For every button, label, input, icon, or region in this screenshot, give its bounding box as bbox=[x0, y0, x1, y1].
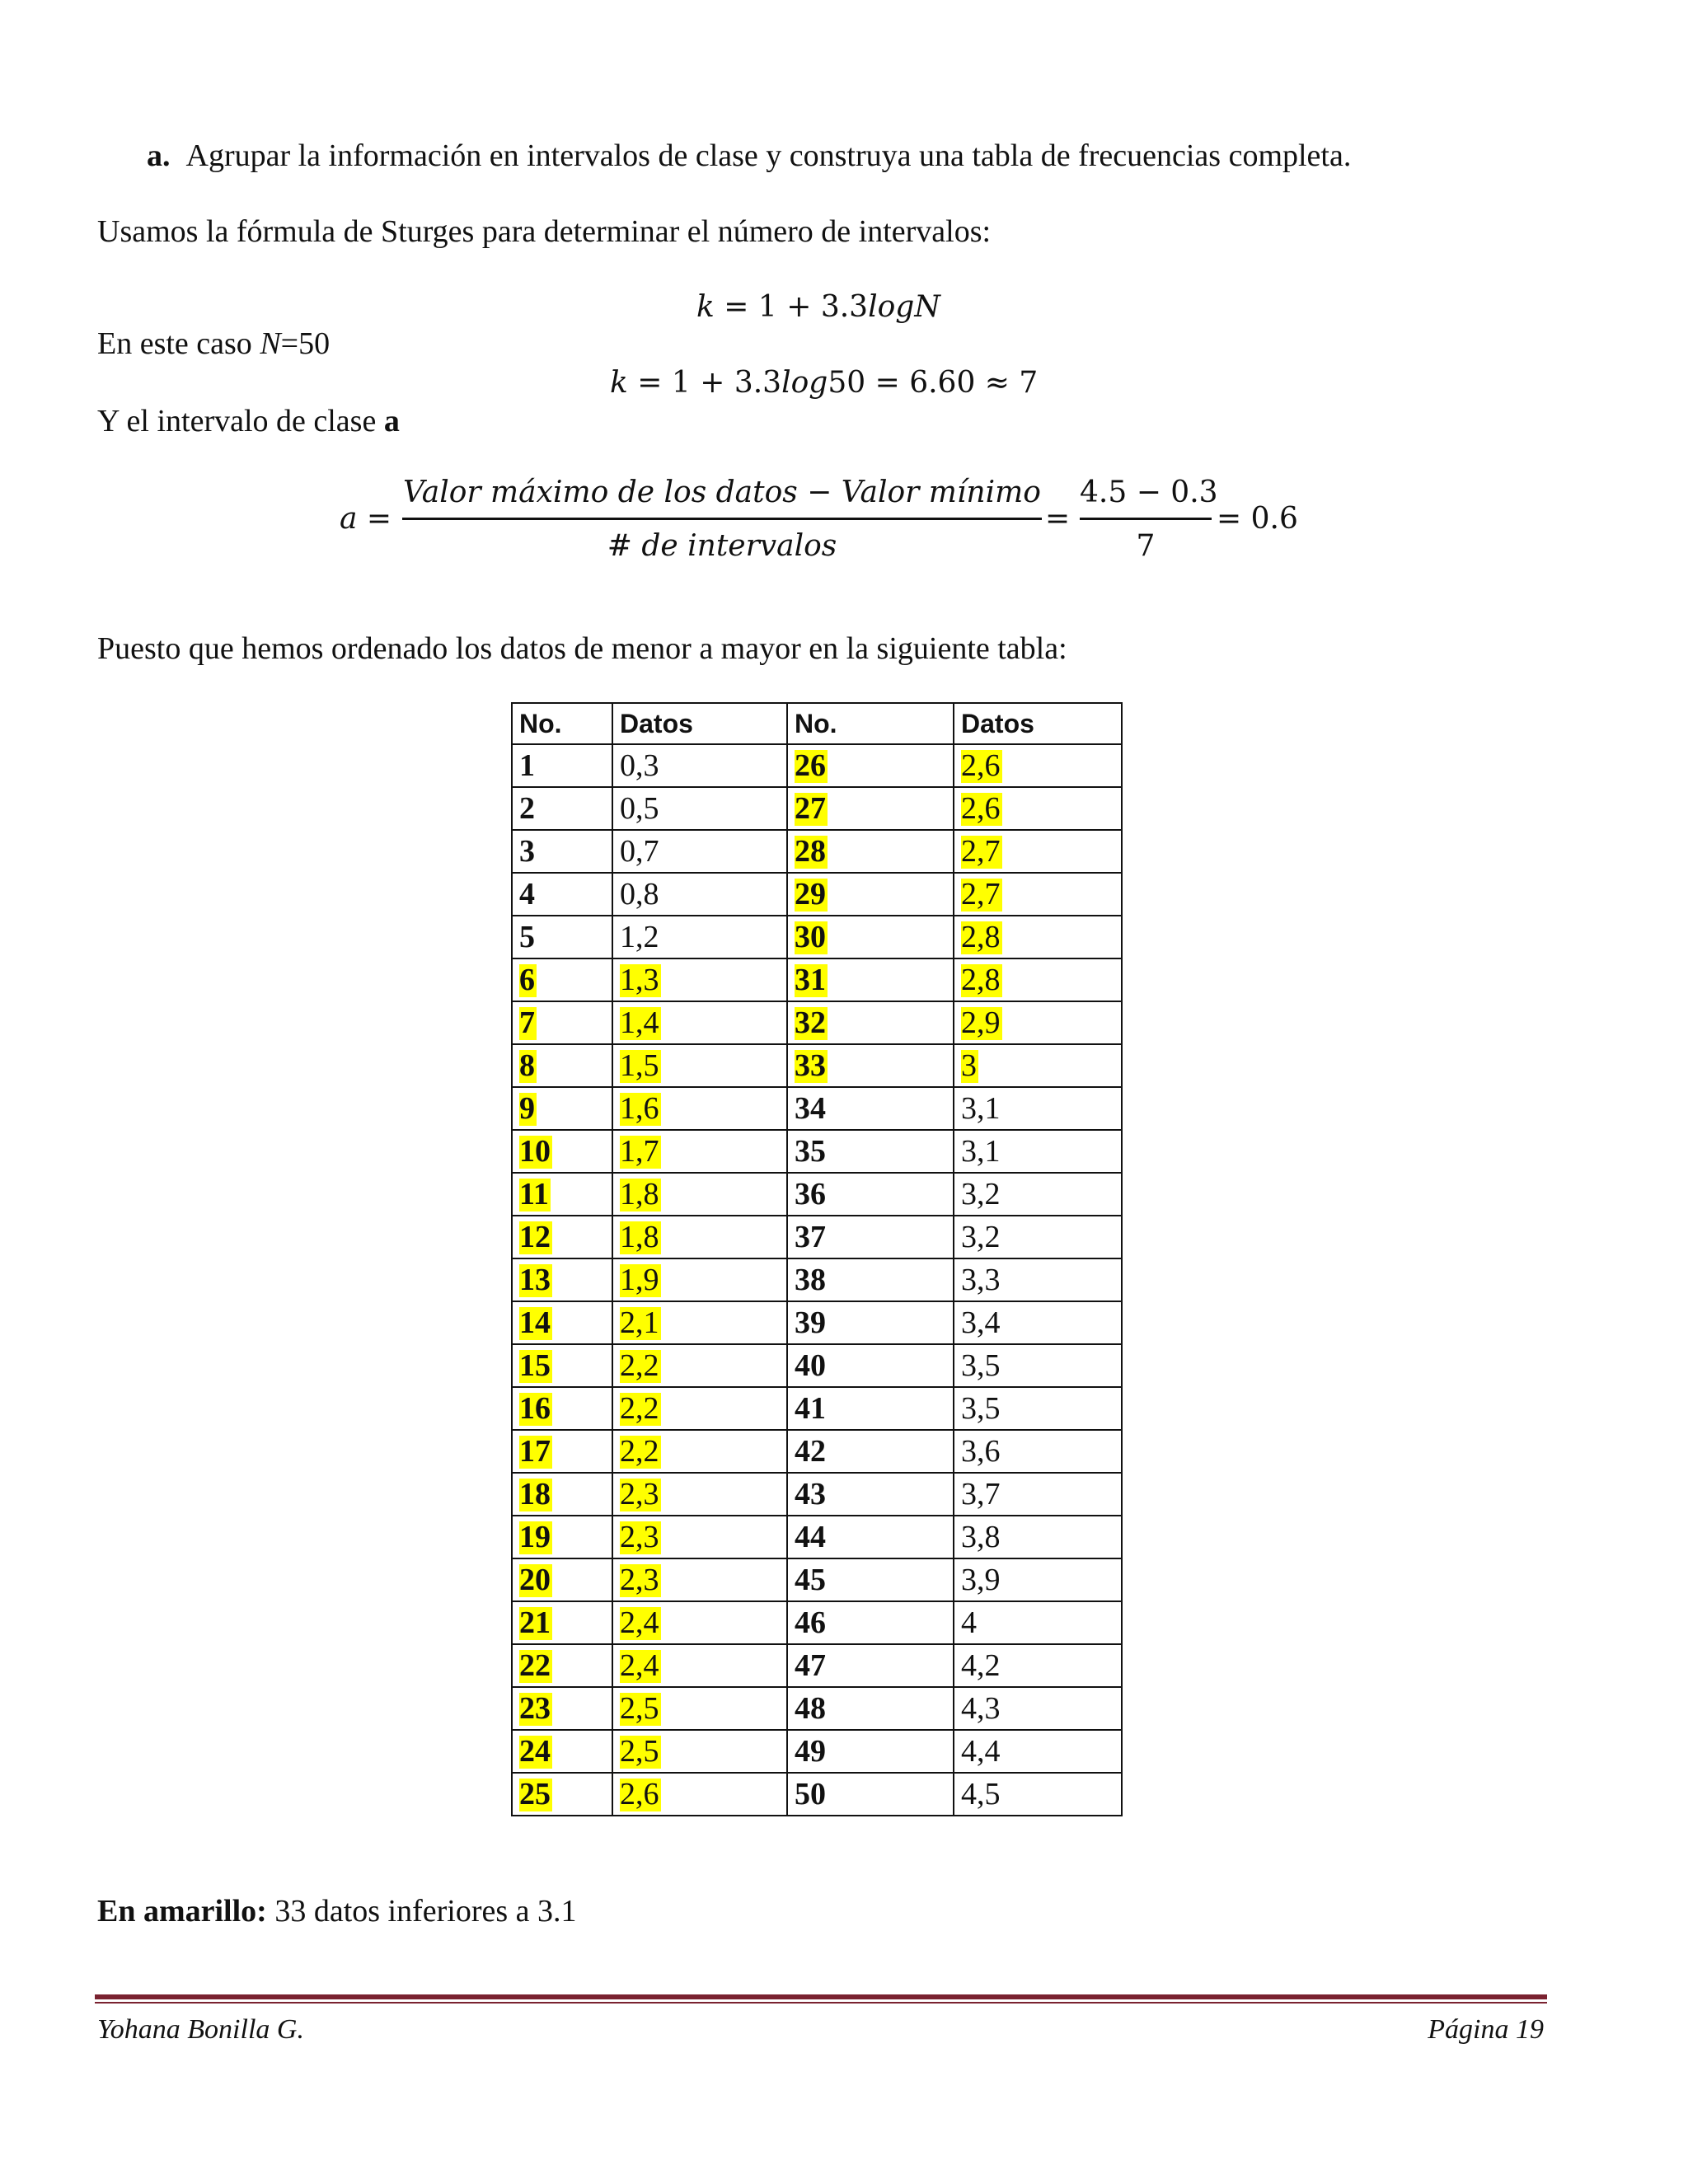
row-number: 19 bbox=[519, 1520, 551, 1554]
row-number-cell bbox=[512, 873, 612, 916]
row-value-cell bbox=[954, 1130, 1122, 1173]
row-number-cell bbox=[787, 916, 954, 958]
row-number: 46 bbox=[795, 1605, 826, 1640]
row-number: 12 bbox=[519, 1220, 551, 1254]
row-number-cell bbox=[787, 1730, 954, 1773]
row-value-cell bbox=[612, 1216, 787, 1258]
heading-marker: a. bbox=[147, 138, 171, 173]
row-value: 0,7 bbox=[620, 834, 659, 869]
row-value-cell bbox=[954, 787, 1122, 830]
row-number: 31 bbox=[795, 963, 826, 997]
row-number-cell bbox=[787, 1516, 954, 1558]
row-value-cell bbox=[612, 744, 787, 787]
table-body bbox=[512, 744, 1122, 1816]
table-row bbox=[512, 1044, 1122, 1087]
row-value: 3,2 bbox=[961, 1177, 1001, 1212]
row-value: 2,9 bbox=[961, 1005, 1001, 1040]
row-number: 10 bbox=[519, 1134, 551, 1169]
case-line: En este caso N=50 bbox=[97, 326, 331, 361]
row-number: 23 bbox=[519, 1691, 551, 1726]
row-value: 4,4 bbox=[961, 1734, 1001, 1769]
row-number-cell bbox=[787, 1130, 954, 1173]
row-value-cell bbox=[612, 1044, 787, 1087]
row-number-cell bbox=[787, 1687, 954, 1730]
row-value-cell bbox=[612, 830, 787, 873]
row-value: 3,1 bbox=[961, 1134, 1001, 1169]
row-number: 43 bbox=[795, 1477, 826, 1511]
row-value-cell bbox=[954, 1644, 1122, 1687]
row-number-cell bbox=[512, 1258, 612, 1301]
row-number: 49 bbox=[795, 1734, 826, 1769]
row-value: 3,6 bbox=[961, 1434, 1001, 1469]
note-label: En amarillo: bbox=[97, 1894, 267, 1929]
formula-a-lhs: a = bbox=[340, 502, 392, 536]
row-number-cell bbox=[787, 1473, 954, 1516]
row-number: 1 bbox=[519, 748, 535, 783]
row-number-cell bbox=[512, 1216, 612, 1258]
row-value-cell bbox=[612, 1258, 787, 1301]
row-value: 3,4 bbox=[961, 1305, 1001, 1340]
row-value-cell bbox=[954, 958, 1122, 1001]
table-row bbox=[512, 873, 1122, 916]
row-number-cell bbox=[512, 958, 612, 1001]
row-value-cell bbox=[612, 787, 787, 830]
row-number: 16 bbox=[519, 1391, 551, 1426]
row-value-cell bbox=[954, 1558, 1122, 1601]
row-number: 5 bbox=[519, 920, 535, 954]
row-value: 3,3 bbox=[961, 1263, 1001, 1297]
row-number-cell bbox=[512, 1516, 612, 1558]
row-number-cell bbox=[512, 1087, 612, 1130]
table-row bbox=[512, 1430, 1122, 1473]
row-value: 3,7 bbox=[961, 1477, 1001, 1511]
row-value-cell bbox=[954, 1387, 1122, 1430]
row-number: 13 bbox=[519, 1263, 551, 1297]
table-row bbox=[512, 916, 1122, 958]
row-number-cell bbox=[512, 1687, 612, 1730]
row-value: 2,8 bbox=[961, 963, 1001, 997]
row-number-cell bbox=[787, 1387, 954, 1430]
row-number-cell bbox=[512, 1044, 612, 1087]
row-value: 1,4 bbox=[620, 1005, 659, 1040]
table-row bbox=[512, 1173, 1122, 1216]
row-number: 24 bbox=[519, 1734, 551, 1769]
row-number: 8 bbox=[519, 1048, 535, 1083]
row-number: 33 bbox=[795, 1048, 826, 1083]
row-value: 2,7 bbox=[961, 877, 1001, 912]
row-number-cell bbox=[787, 1173, 954, 1216]
row-value-cell bbox=[954, 1173, 1122, 1216]
row-value: 3,2 bbox=[961, 1220, 1001, 1254]
row-value-cell bbox=[612, 1687, 787, 1730]
row-value: 4,2 bbox=[961, 1648, 1001, 1683]
row-value: 3,8 bbox=[961, 1520, 1001, 1554]
row-value-cell bbox=[954, 1044, 1122, 1087]
row-value: 2,2 bbox=[620, 1348, 659, 1383]
table-row bbox=[512, 1344, 1122, 1387]
row-number-cell bbox=[787, 1558, 954, 1601]
row-value: 4,5 bbox=[961, 1777, 1001, 1811]
table-row bbox=[512, 1773, 1122, 1816]
row-number-cell bbox=[512, 1473, 612, 1516]
row-number: 44 bbox=[795, 1520, 826, 1554]
row-number: 26 bbox=[795, 748, 826, 783]
row-number: 37 bbox=[795, 1220, 826, 1254]
row-number: 30 bbox=[795, 920, 826, 954]
row-number-cell bbox=[787, 1301, 954, 1344]
header-datos-1: Datos bbox=[612, 703, 787, 744]
row-number: 40 bbox=[795, 1348, 826, 1383]
row-number-cell bbox=[512, 1001, 612, 1044]
row-value-cell bbox=[612, 1601, 787, 1644]
row-value-cell bbox=[954, 1473, 1122, 1516]
row-value-cell bbox=[612, 1301, 787, 1344]
row-number-cell bbox=[512, 744, 612, 787]
row-number: 3 bbox=[519, 834, 535, 869]
row-number-cell bbox=[787, 1601, 954, 1644]
row-number: 28 bbox=[795, 834, 826, 869]
row-number-cell bbox=[787, 1344, 954, 1387]
row-value-cell bbox=[612, 1173, 787, 1216]
row-number-cell bbox=[512, 1558, 612, 1601]
row-number: 9 bbox=[519, 1091, 535, 1126]
table-row bbox=[512, 830, 1122, 873]
row-number-cell bbox=[787, 830, 954, 873]
formula-a-numerator: Valor máximo de los datos − Valor mínimo bbox=[403, 476, 1041, 509]
row-number: 48 bbox=[795, 1691, 826, 1726]
row-value: 2,3 bbox=[620, 1563, 659, 1597]
row-value-cell bbox=[612, 1773, 787, 1816]
row-number: 18 bbox=[519, 1477, 551, 1511]
row-value-cell bbox=[954, 1601, 1122, 1644]
table-row bbox=[512, 1558, 1122, 1601]
row-number: 11 bbox=[519, 1177, 549, 1212]
table-row bbox=[512, 744, 1122, 787]
row-number-cell bbox=[512, 1730, 612, 1773]
row-value-cell bbox=[954, 1516, 1122, 1558]
row-number-cell bbox=[787, 1773, 954, 1816]
row-value: 2,6 bbox=[620, 1777, 659, 1811]
header-no-1: No. bbox=[512, 703, 612, 744]
formula-k2: k = 1 + 3.3log50 = 6.60 ≈ 7 bbox=[610, 366, 1039, 400]
table-row bbox=[512, 1216, 1122, 1258]
row-value-cell bbox=[954, 1087, 1122, 1130]
table-intro: Puesto que hemos ordenado los datos de menor a mayor en la siguiente tabla: bbox=[97, 631, 1067, 666]
row-number-cell bbox=[787, 1430, 954, 1473]
table-header-row bbox=[512, 703, 1122, 744]
row-value: 4,3 bbox=[961, 1691, 1001, 1726]
row-number: 32 bbox=[795, 1005, 826, 1040]
table-row bbox=[512, 1601, 1122, 1644]
interval-line: Y el intervalo de clase a bbox=[97, 404, 400, 438]
table-row bbox=[512, 1258, 1122, 1301]
row-number-cell bbox=[512, 1644, 612, 1687]
row-number: 22 bbox=[519, 1648, 551, 1683]
row-value-cell bbox=[954, 1216, 1122, 1258]
row-value: 2,7 bbox=[961, 834, 1001, 869]
row-number-cell bbox=[512, 1387, 612, 1430]
row-value: 2,5 bbox=[620, 1734, 659, 1769]
row-value: 3,5 bbox=[961, 1348, 1001, 1383]
formula-k: k = 1 + 3.3logN bbox=[696, 290, 940, 324]
footer-rule-thick bbox=[95, 1994, 1547, 1999]
row-number: 6 bbox=[519, 963, 535, 997]
row-value-cell bbox=[612, 1001, 787, 1044]
row-value-cell bbox=[612, 1430, 787, 1473]
formula-a-fraction bbox=[402, 478, 1042, 561]
row-value-cell bbox=[954, 1773, 1122, 1816]
row-value-cell bbox=[612, 1344, 787, 1387]
row-value: 3,9 bbox=[961, 1563, 1001, 1597]
row-number: 36 bbox=[795, 1177, 826, 1212]
row-value: 1,3 bbox=[620, 963, 659, 997]
row-value-cell bbox=[954, 873, 1122, 916]
heading bbox=[147, 140, 1351, 171]
table-row bbox=[512, 958, 1122, 1001]
row-value: 2,6 bbox=[961, 791, 1001, 826]
row-value: 2,3 bbox=[620, 1520, 659, 1554]
row-number-cell bbox=[512, 1601, 612, 1644]
row-number: 29 bbox=[795, 877, 826, 912]
row-value-cell bbox=[612, 1087, 787, 1130]
row-value-cell bbox=[612, 1516, 787, 1558]
row-value: 0,3 bbox=[620, 748, 659, 783]
row-number-cell bbox=[787, 1001, 954, 1044]
row-value-cell bbox=[612, 1387, 787, 1430]
row-number: 41 bbox=[795, 1391, 826, 1426]
row-number-cell bbox=[787, 1216, 954, 1258]
row-number-cell bbox=[512, 916, 612, 958]
row-number-cell bbox=[512, 1173, 612, 1216]
row-number-cell bbox=[787, 744, 954, 787]
data-table bbox=[511, 702, 1123, 1816]
row-number: 21 bbox=[519, 1605, 551, 1640]
row-number-cell bbox=[787, 958, 954, 1001]
row-value: 1,8 bbox=[620, 1220, 659, 1254]
row-number-cell bbox=[512, 1130, 612, 1173]
row-number-cell bbox=[512, 1430, 612, 1473]
formula-a-denominator: # de intervalos bbox=[607, 529, 837, 563]
row-value-cell bbox=[954, 1730, 1122, 1773]
row-value-cell bbox=[954, 1258, 1122, 1301]
row-number-cell bbox=[787, 787, 954, 830]
row-value: 2,2 bbox=[620, 1391, 659, 1426]
row-value: 4 bbox=[961, 1605, 977, 1640]
formula-a-result: = 0.6 bbox=[1217, 502, 1298, 536]
row-number: 20 bbox=[519, 1563, 551, 1597]
table-row bbox=[512, 1130, 1122, 1173]
row-number-cell bbox=[787, 873, 954, 916]
formula-a-eq: = bbox=[1045, 502, 1071, 536]
footer-rule-thin bbox=[95, 2002, 1547, 2004]
row-number-cell bbox=[512, 787, 612, 830]
heading-text: Agrupar la información en intervalos de clase y construya una tabla de frecuencias completa. bbox=[185, 138, 1352, 173]
row-number-cell bbox=[512, 1773, 612, 1816]
header-datos-2: Datos bbox=[954, 703, 1122, 744]
row-value-cell bbox=[954, 1301, 1122, 1344]
row-number-cell bbox=[787, 1044, 954, 1087]
row-value-cell bbox=[612, 958, 787, 1001]
row-number-cell bbox=[512, 1301, 612, 1344]
row-value: 1,7 bbox=[620, 1134, 659, 1169]
row-value-cell bbox=[954, 830, 1122, 873]
row-value: 2,6 bbox=[961, 748, 1001, 783]
row-value-cell bbox=[954, 1001, 1122, 1044]
row-value-cell bbox=[954, 744, 1122, 787]
row-number: 50 bbox=[795, 1777, 826, 1811]
row-value: 1,2 bbox=[620, 920, 659, 954]
row-value: 2,8 bbox=[961, 920, 1001, 954]
row-value: 1,5 bbox=[620, 1048, 659, 1083]
row-value-cell bbox=[612, 1730, 787, 1773]
table-row bbox=[512, 1387, 1122, 1430]
row-value: 3 bbox=[961, 1048, 977, 1083]
row-value: 2,4 bbox=[620, 1648, 659, 1683]
table-row bbox=[512, 1301, 1122, 1344]
row-value: 1,9 bbox=[620, 1263, 659, 1297]
row-value: 3,5 bbox=[961, 1391, 1001, 1426]
row-number: 27 bbox=[795, 791, 826, 826]
row-value-cell bbox=[954, 1687, 1122, 1730]
row-number: 14 bbox=[519, 1305, 551, 1340]
row-value: 1,6 bbox=[620, 1091, 659, 1126]
row-number: 2 bbox=[519, 791, 535, 826]
row-value: 2,1 bbox=[620, 1305, 659, 1340]
row-value-cell bbox=[612, 1558, 787, 1601]
table-row bbox=[512, 1687, 1122, 1730]
row-number-cell bbox=[787, 1644, 954, 1687]
row-value-cell bbox=[612, 1644, 787, 1687]
row-value-cell bbox=[612, 873, 787, 916]
row-number: 7 bbox=[519, 1005, 535, 1040]
table-row bbox=[512, 1001, 1122, 1044]
row-number: 25 bbox=[519, 1777, 551, 1811]
note bbox=[97, 1896, 577, 1927]
footer-author: Yohana Bonilla G. bbox=[97, 2014, 304, 2045]
row-number: 45 bbox=[795, 1563, 826, 1597]
row-value: 3,1 bbox=[961, 1091, 1001, 1126]
table-row bbox=[512, 787, 1122, 830]
table-row bbox=[512, 1516, 1122, 1558]
row-value-cell bbox=[612, 1473, 787, 1516]
row-value-cell bbox=[954, 1430, 1122, 1473]
table-row bbox=[512, 1730, 1122, 1773]
row-number: 42 bbox=[795, 1434, 826, 1469]
row-number: 15 bbox=[519, 1348, 551, 1383]
row-value: 1,8 bbox=[620, 1177, 659, 1212]
row-value: 0,5 bbox=[620, 791, 659, 826]
header-no-2: No. bbox=[787, 703, 954, 744]
row-value: 0,8 bbox=[620, 877, 659, 912]
row-number-cell bbox=[512, 830, 612, 873]
row-number: 35 bbox=[795, 1134, 826, 1169]
note-text: 33 datos inferiores a 3.1 bbox=[266, 1894, 577, 1929]
row-number: 17 bbox=[519, 1434, 551, 1469]
footer-page: Página 19 bbox=[1428, 2014, 1544, 2045]
row-number: 4 bbox=[519, 877, 535, 912]
row-number: 38 bbox=[795, 1263, 826, 1297]
row-number: 39 bbox=[795, 1305, 826, 1340]
row-number: 34 bbox=[795, 1091, 826, 1126]
row-value-cell bbox=[612, 1130, 787, 1173]
row-number: 47 bbox=[795, 1648, 826, 1683]
row-value: 2,5 bbox=[620, 1691, 659, 1726]
table-row bbox=[512, 1473, 1122, 1516]
row-value: 2,3 bbox=[620, 1477, 659, 1511]
row-value-cell bbox=[954, 1344, 1122, 1387]
row-value-cell bbox=[954, 916, 1122, 958]
formula-a-fraction2: 4.5 − 0.3 7 bbox=[1080, 476, 1218, 563]
table-row bbox=[512, 1644, 1122, 1687]
row-value-cell bbox=[612, 916, 787, 958]
table-row bbox=[512, 1087, 1122, 1130]
row-number-cell bbox=[512, 1344, 612, 1387]
row-number-cell bbox=[787, 1258, 954, 1301]
row-number-cell bbox=[787, 1087, 954, 1130]
row-value: 2,2 bbox=[620, 1434, 659, 1469]
sturges-intro: Usamos la fórmula de Sturges para determinar el número de intervalos: bbox=[97, 214, 992, 249]
row-value: 2,4 bbox=[620, 1605, 659, 1640]
